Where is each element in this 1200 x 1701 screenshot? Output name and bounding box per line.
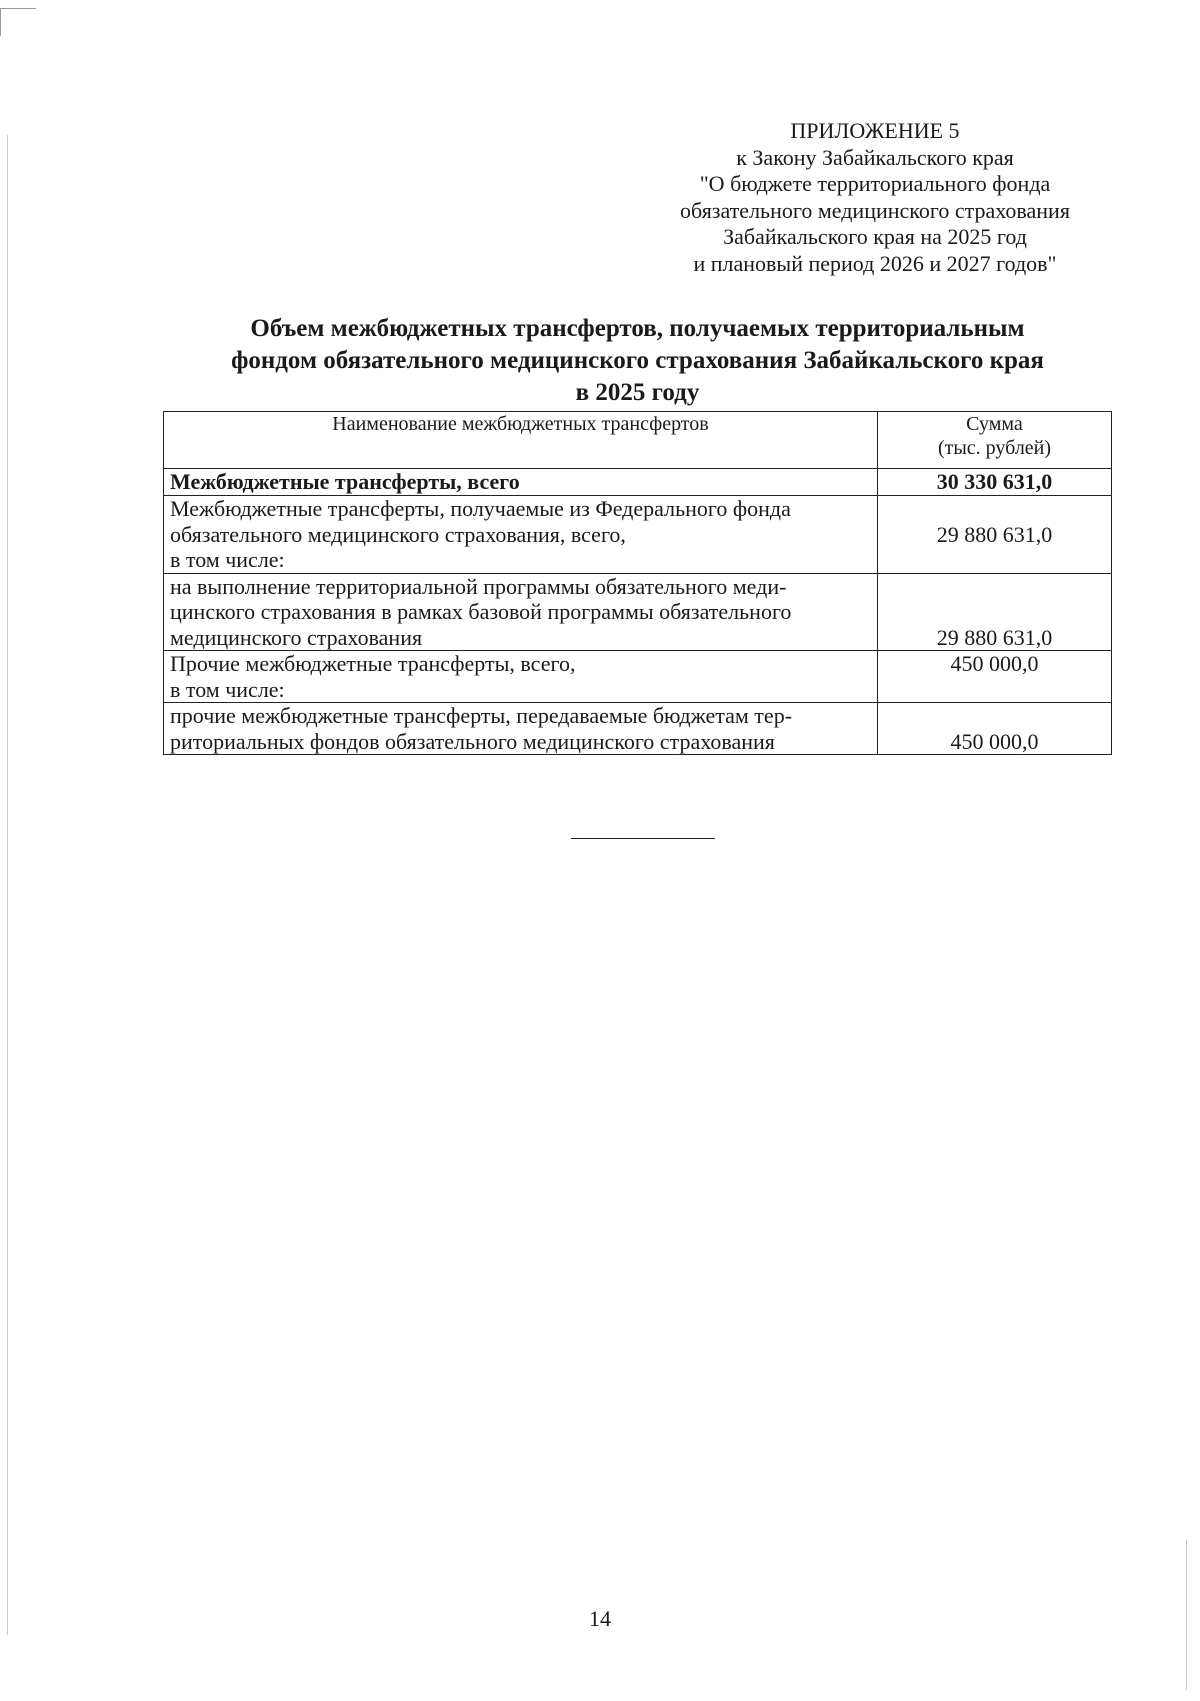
transfers-table bbox=[163, 411, 1112, 755]
row-sum: 30 330 631,0 bbox=[878, 469, 1112, 496]
row-name-line: риториальных фондов обязательного медицинского страхования bbox=[170, 728, 775, 754]
row-name-line: Межбюджетные трансферты, всего bbox=[170, 469, 520, 494]
column-header-sum bbox=[878, 412, 1112, 469]
appendix-law-ref: к Закону Забайкальского края bbox=[736, 144, 1014, 170]
document-title-line: фондом обязательного медицинского страхования Забайкальского края bbox=[231, 347, 1044, 374]
row-name-line: на выполнение территориальной программы обязательного меди- bbox=[170, 573, 787, 599]
closing-divider bbox=[571, 838, 715, 839]
row-name-line: в том числе: bbox=[170, 547, 285, 572]
row-name-line: обязательного медицинского страхования, всего, bbox=[170, 521, 626, 547]
row-name-line: в том числе: bbox=[170, 676, 285, 702]
appendix-law-title-line: Забайкальского края на 2025 год bbox=[723, 224, 1027, 249]
table-header-row bbox=[164, 412, 1112, 469]
row-name bbox=[164, 469, 878, 496]
table-row bbox=[164, 651, 1112, 703]
row-name-line: прочие межбюджетные трансферты, передаваемые бюджетам тер- bbox=[170, 703, 793, 728]
scan-edge-mark bbox=[7, 135, 8, 1635]
appendix-law-title-line: и плановый период 2026 и 2027 годов" bbox=[693, 250, 1057, 276]
table-row-total bbox=[164, 469, 1112, 496]
document-title-line: в 2025 году bbox=[575, 379, 700, 406]
row-name bbox=[164, 651, 878, 703]
scan-edge-mark bbox=[1186, 1540, 1187, 1690]
row-sum: 450 000,0 bbox=[878, 703, 1112, 755]
appendix-law-title-line: обязательного медицинского страхования bbox=[680, 197, 1070, 223]
scan-edge-mark bbox=[0, 8, 1, 36]
row-sum: 450 000,0 bbox=[878, 651, 1112, 703]
document-title-line: Объем межбюджетных трансфертов, получаемых территориальным bbox=[250, 315, 1025, 342]
column-header-sum-line: Сумма bbox=[966, 413, 1023, 435]
column-header-sum-line: (тыс. рублей) bbox=[937, 437, 1052, 459]
document-title bbox=[150, 313, 1125, 409]
row-sum: 29 880 631,0 bbox=[878, 496, 1112, 574]
table-row bbox=[164, 703, 1112, 755]
row-name bbox=[164, 496, 878, 574]
table-row bbox=[164, 573, 1112, 651]
row-name bbox=[164, 703, 878, 755]
scan-edge-mark bbox=[0, 8, 36, 9]
table-row bbox=[164, 496, 1112, 574]
page-number: 14 bbox=[589, 1606, 611, 1631]
appendix-law-title-line: "О бюджете территориального фонда bbox=[699, 171, 1051, 196]
row-name bbox=[164, 573, 878, 651]
column-header-name: Наименование межбюджетных трансфертов bbox=[164, 412, 878, 469]
row-name-line: цинского страхования в рамках базовой программы обязательного bbox=[170, 599, 792, 624]
row-name-line: Межбюджетные трансферты, получаемые из Федерального фонда bbox=[170, 496, 791, 521]
row-name-line: Прочие межбюджетные трансферты, всего, bbox=[170, 651, 576, 676]
row-sum: 29 880 631,0 bbox=[878, 573, 1112, 651]
row-name-line: медицинского страхования bbox=[170, 624, 423, 650]
appendix-number: ПРИЛОЖЕНИЕ 5 bbox=[790, 118, 960, 143]
appendix-heading bbox=[640, 118, 1110, 277]
